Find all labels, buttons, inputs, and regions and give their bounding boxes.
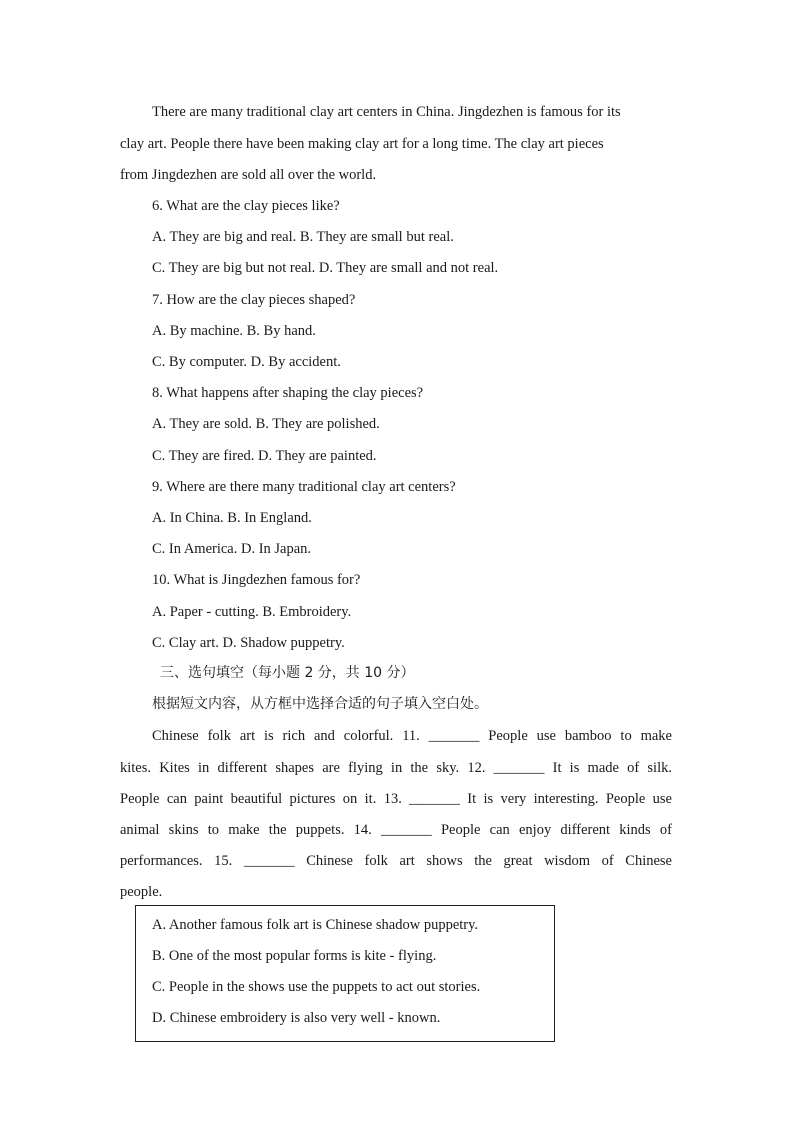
option-b: B. One of the most popular forms is kite - flying. <box>152 948 437 964</box>
section-heading: 三、选句填空（每小题 2 分，共 10 分） <box>160 665 415 681</box>
question-7-options-ab: A. By machine. B. By hand. <box>152 323 316 339</box>
cloze-passage-line: performances. 15. _______ Chinese folk art shows the great wisdom of Chinese <box>120 853 672 869</box>
question-6-stem: 6. What are the clay pieces like? <box>152 198 340 214</box>
cloze-passage-line: Chinese folk art is rich and colorful. 11. _______ People use bamboo to make <box>152 728 672 744</box>
question-10-stem: 10. What is Jingdezhen famous for? <box>152 572 361 588</box>
options-box <box>135 905 555 1042</box>
option-d: D. Chinese embroidery is also very well - known. <box>152 1010 441 1026</box>
question-9-options-cd: C. In America. D. In Japan. <box>152 541 312 557</box>
question-10-options-cd: C. Clay art. D. Shadow puppetry. <box>152 635 345 651</box>
question-7-options-cd: C. By computer. D. By accident. <box>152 354 341 370</box>
passage-line: There are many traditional clay art centers in China. Jingdezhen is famous for its <box>152 104 621 120</box>
option-c: C. People in the shows use the puppets to act out stories. <box>152 979 481 995</box>
section-instruction: 根据短文内容，从方框中选择合适的句子填入空白处。 <box>152 696 488 712</box>
cloze-passage-line: animal skins to make the puppets. 14. _______ People can enjoy different kinds of <box>120 822 672 838</box>
option-a: A. Another famous folk art is Chinese shadow puppetry. <box>152 917 479 933</box>
passage-line: from Jingdezhen are sold all over the world. <box>120 167 377 183</box>
question-8-stem: 8. What happens after shaping the clay pieces? <box>152 385 424 401</box>
cloze-passage-line: People can paint beautiful pictures on it. 13. _______ It is very interesting. People use <box>120 791 672 807</box>
question-8-options-ab: A. They are sold. B. They are polished. <box>152 416 380 432</box>
question-8-options-cd: C. They are fired. D. They are painted. <box>152 448 377 464</box>
question-6-options-cd: C. They are big but not real. D. They are small and not real. <box>152 260 499 276</box>
question-9-options-ab: A. In China. B. In England. <box>152 510 312 526</box>
question-7-stem: 7. How are the clay pieces shaped? <box>152 292 356 308</box>
cloze-passage-line: people. <box>120 884 163 900</box>
passage-line: clay art. People there have been making clay art for a long time. The clay art pieces <box>120 136 604 152</box>
question-9-stem: 9. Where are there many traditional clay art centers? <box>152 479 456 495</box>
cloze-passage-line: kites. Kites in different shapes are flying in the sky. 12. _______ It is made of silk. <box>120 760 672 776</box>
question-10-options-ab: A. Paper - cutting. B. Embroidery. <box>152 604 352 620</box>
question-6-options-ab: A. They are big and real. B. They are small but real. <box>152 229 454 245</box>
